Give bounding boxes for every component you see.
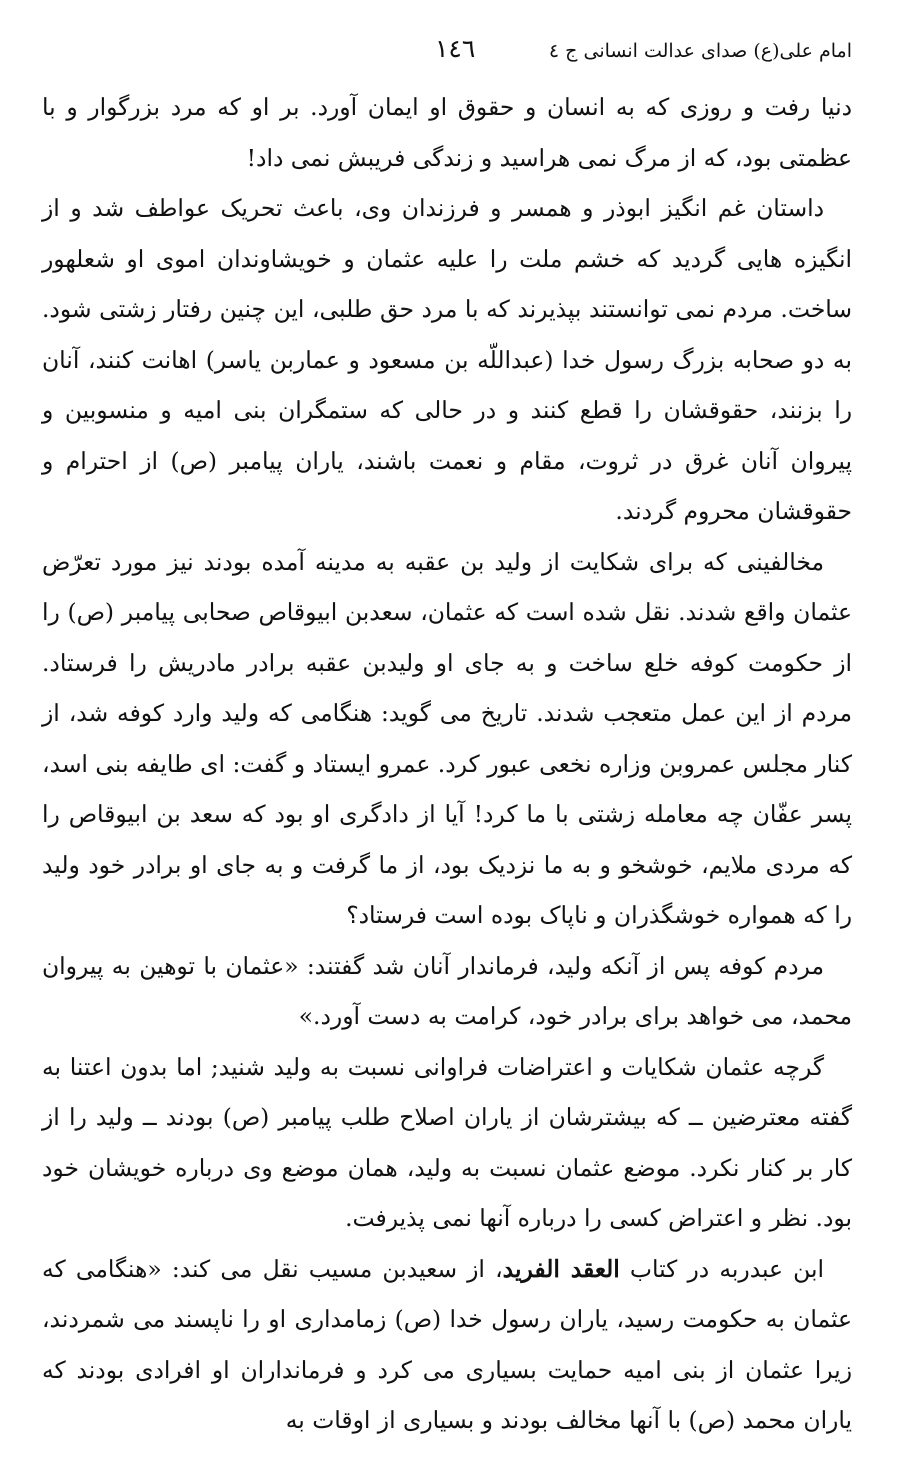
paragraph-text: ابن عبدربه در کتاب <box>619 1254 824 1283</box>
body-text <box>42 82 852 1446</box>
paragraph: مردم کوفه پس از آنکه ولید، فرماندار آنان شد گفتند: «عثمان با توهین به پیروان محمد، می خواهد برای برادر خود، کرامت به دست آورد.» <box>42 951 852 1030</box>
running-header-title: امام علی(ع) صدای عدالت انسانی ج ٤ <box>548 40 852 62</box>
page-number: ١٤٦ <box>435 34 476 63</box>
paragraph <box>42 1244 852 1446</box>
paragraph: گرچه عثمان شکایات و اعتراضات فراوانی نسبت به ولید شنید; اما بدون اعتنا به گفته معترضین ــ که بیشترشان از یاران اصلاح طلب پیامبر (ص) بودند ــ ولید را از کار بر کنار نکرد. موضع عثمان نسبت به ولید، همان موضع وی درباره خویشان خود بود. نظر و اعتراض کسی را درباره آنها نمی پذیرفت. <box>42 1052 852 1232</box>
paragraph: داستان غم انگیز ابوذر و همسر و فرزندان وی، باعث تحریک عواطف شد و از انگیزه هایی گردید که خشم ملت را علیه عثمان و خویشاوندان اموی او شعلهور ساخت. مردم نمی توانستند بپذیرند که با مرد حق طلبی، این چنین رفتار زشتی شود. به دو صحابه بزرگ رسول خدا (عبداللّه بن مسعود و عماربن یاسر) اهانت کنند، آنان را بزنند، حقوقشان را قطع کنند و در حالی که ستمگران بنی امیه و منسوبین و پیروان آنان غرق در ثروت، مقام و نعمت باشند، یاران پیامبر (ص) از احترام و حقوقشان محروم گردند. <box>42 194 853 525</box>
running-header <box>45 30 852 70</box>
paragraph-text: ، از سعیدبن مسیب نقل می کند: «هنگامی که عثمان به حکومت رسید، یاران رسول خدا (ص) زمامداری او را ناپسند می شمردند، زیرا عثمان از بنی امیه حمایت بسیاری می کرد و فرمانداران او افرادی بودند که یاران محمد (ص) با آنها مخالف بودند و بسیاری از اوقات به <box>42 1254 852 1434</box>
paragraph: دنیا رفت و روزی که به انسان و حقوق او ایمان آورد. بر او که مرد بزرگوار و با عظمتی بود، که از مرگ نمی هراسید و زندگی فریبش نمی داد! <box>42 93 852 172</box>
paragraph: مخالفینی که برای شکایت از ولید بن عقبه به مدینه آمده بودند نیز مورد تعرّض عثمان واقع شدند. نقل شده است که عثمان، سعدبن ابیوقاص صحابی پیامبر (ص) را از حکومت کوفه خلع ساخت و به جای او ولیدبن عقبه برادر مادریش را فرستاد. مردم از این عمل متعجب شدند. تاریخ می گوید: هنگامی که ولید وارد کوفه شد، از کنار مجلس عمروبن وزاره نخعی عبور کرد. عمرو ایستاد و گفت: ای طایفه بنی اسد، پسر عفّان چه معامله زشتی با ما کرد! آیا از دادگری او بود که سعد بن ابیوقاص را که مردی ملایم، خوشخو و به ما نزدیک بود، از ما گرفت و به جای او برادر خود ولید را که همواره خوشگذران و ناپاک بوده است فرستاد؟ <box>42 547 852 929</box>
book-title: العقد الفرید <box>502 1254 620 1283</box>
